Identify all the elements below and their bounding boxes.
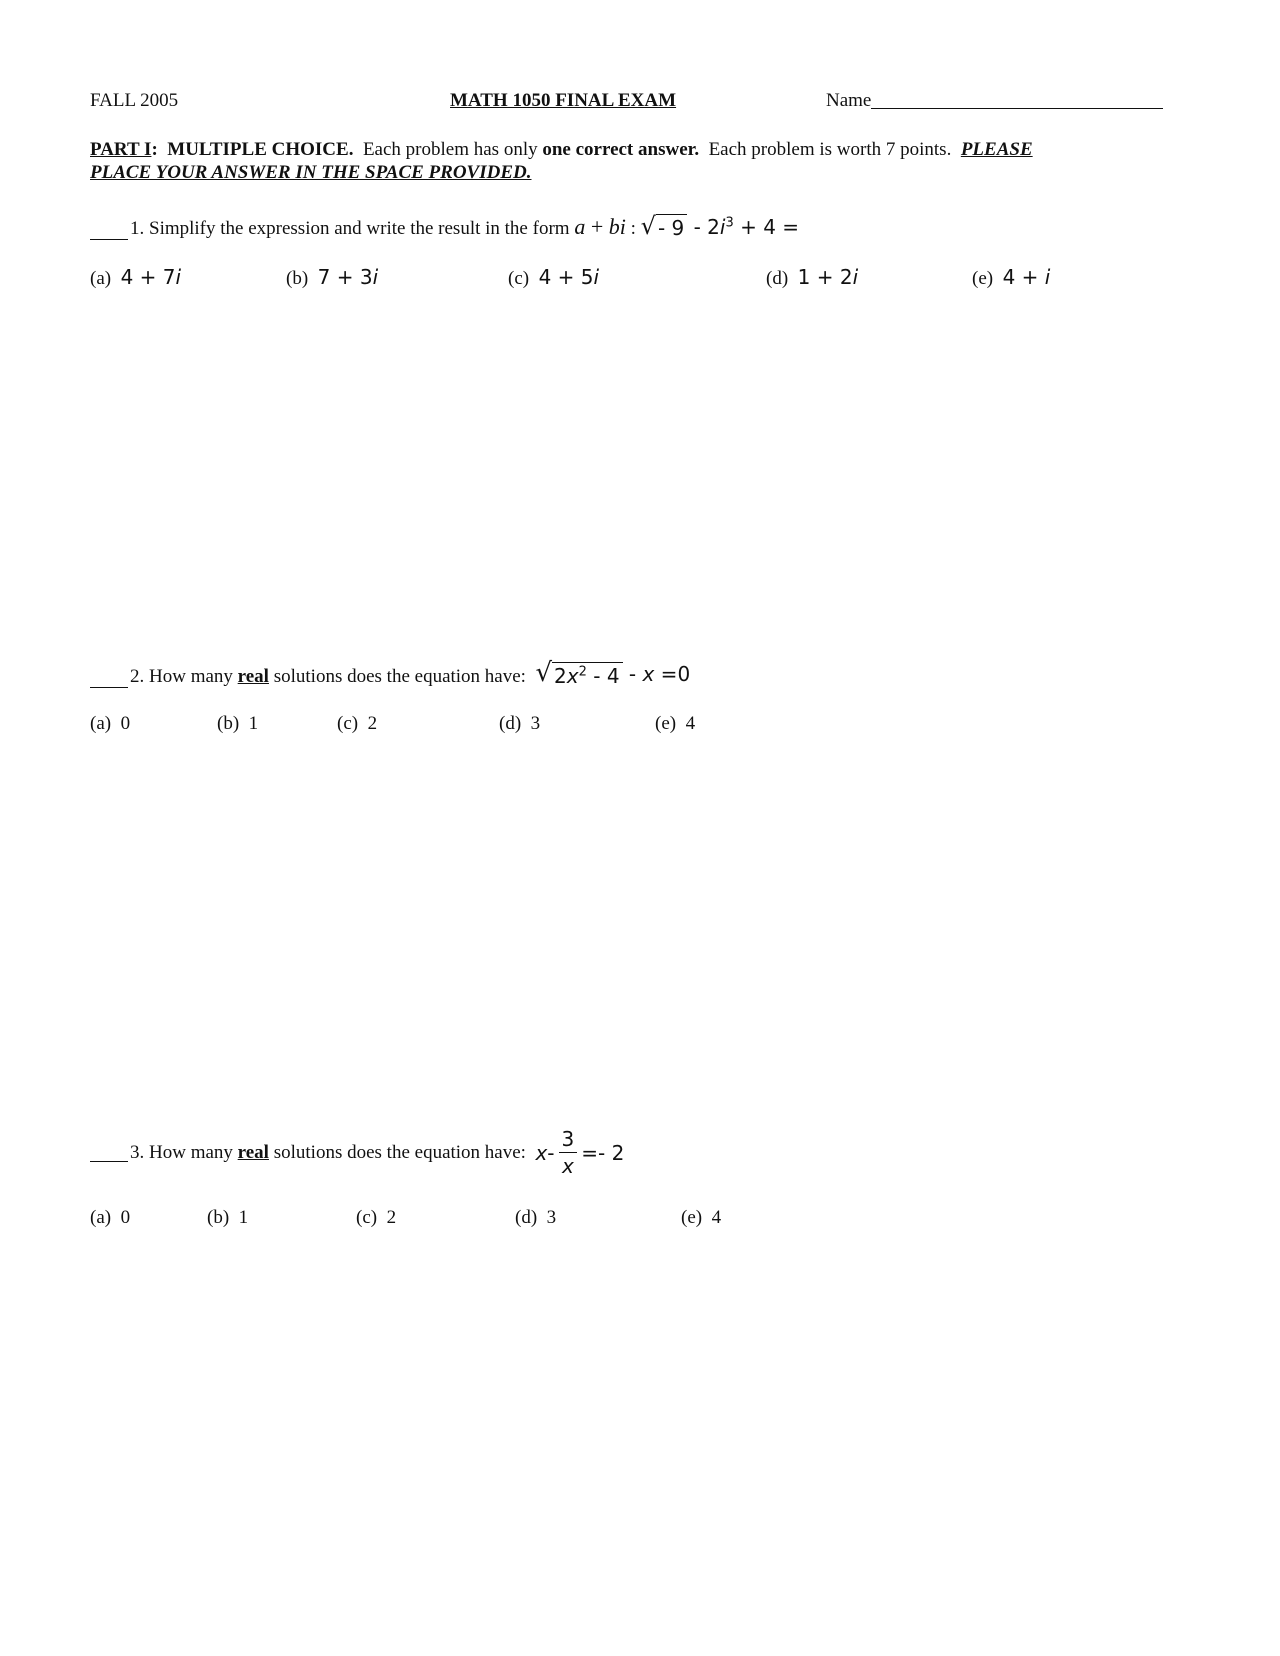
question-1 [90,212,799,240]
choice-b[interactable]: (b) 7 + 3i [286,265,379,289]
fraction: $\frac{3}{x}$ [559,1126,578,1179]
choice-e[interactable]: (e) 4 [681,1207,722,1228]
question-prompt-bold: real [237,666,269,687]
choice-b[interactable]: (b) 1 [217,713,259,734]
instructions-bold-phrase: one correct answer. [542,139,700,160]
name-line[interactable] [871,90,1163,109]
choice-a[interactable]: (a) 0 [90,713,131,734]
choice-c[interactable]: (c) 2 [356,1207,397,1228]
question-prompt-pre: How many [149,1141,233,1163]
choice-c[interactable]: (c) 2 [337,713,378,734]
instructions-emphasis-2: PLACE YOUR ANSWER IN THE SPACE PROVIDED. [90,162,532,183]
instructions-emphasis-1: PLEASE [960,139,1033,160]
question-2 [90,658,690,688]
question-prompt-post: solutions does the equation have: [273,666,526,687]
name-label: Name [826,90,872,111]
choice-a[interactable]: (a) 0 [90,1207,131,1228]
question-number: 2. [130,666,145,687]
instructions-text-2: Each problem is worth 7 points. [708,139,952,160]
answer-blank-1[interactable] [90,221,128,240]
answer-blank-2[interactable] [90,669,128,688]
section-title: MULTIPLE CHOICE. [167,139,354,160]
question-prompt: Simplify the expression and write the result in the form [149,218,570,239]
question-prompt-bold: real [237,1141,269,1163]
question-3 [90,1126,624,1179]
part-label: PART I [90,139,152,160]
question-2-expression: √ $2x^2 - 4$ - x =0 [535,658,691,688]
exam-title: MATH 1050 FINAL EXAM [450,90,677,111]
question-number: 1. [130,218,145,239]
square-root: √ - 9 [641,212,688,240]
question-number: 3. [130,1141,145,1163]
instructions-text-1: Each problem has only [362,139,538,160]
question-prompt-post: solutions does the equation have: [273,1141,526,1163]
form-expression: a + bi : [574,214,636,239]
square-root: √ $2x^2 - 4$ [535,658,622,688]
question-3-expression: x - $\frac{3}{x}$ =- 2 [535,1127,625,1178]
answer-blank-3[interactable] [90,1143,128,1162]
choice-e[interactable]: (e) 4 + i [972,265,1051,289]
question-prompt-pre: How many [149,666,233,687]
choice-d[interactable]: (d) 1 + 2i [766,265,859,289]
choice-d[interactable]: (d) 3 [515,1207,557,1228]
question-1-expression: √ - 9 - $2i^3 + 4$ = [640,212,800,240]
choice-d[interactable]: (d) 3 [499,713,541,734]
instructions: PART I: MULTIPLE CHOICE. Each problem has only one correct answer. Each problem is worth 7 points. PLEASE PLACE YOUR ANSWER IN THE SPACE PROVIDED. [90,139,1033,183]
semester-label: FALL 2005 [90,90,179,111]
choice-a[interactable]: (a) 4 + 7i [90,265,182,289]
choice-e[interactable]: (e) 4 [655,713,696,734]
name-field[interactable] [826,90,1163,112]
choice-b[interactable]: (b) 1 [207,1207,249,1228]
choice-c[interactable]: (c) 4 + 5i [508,265,600,289]
